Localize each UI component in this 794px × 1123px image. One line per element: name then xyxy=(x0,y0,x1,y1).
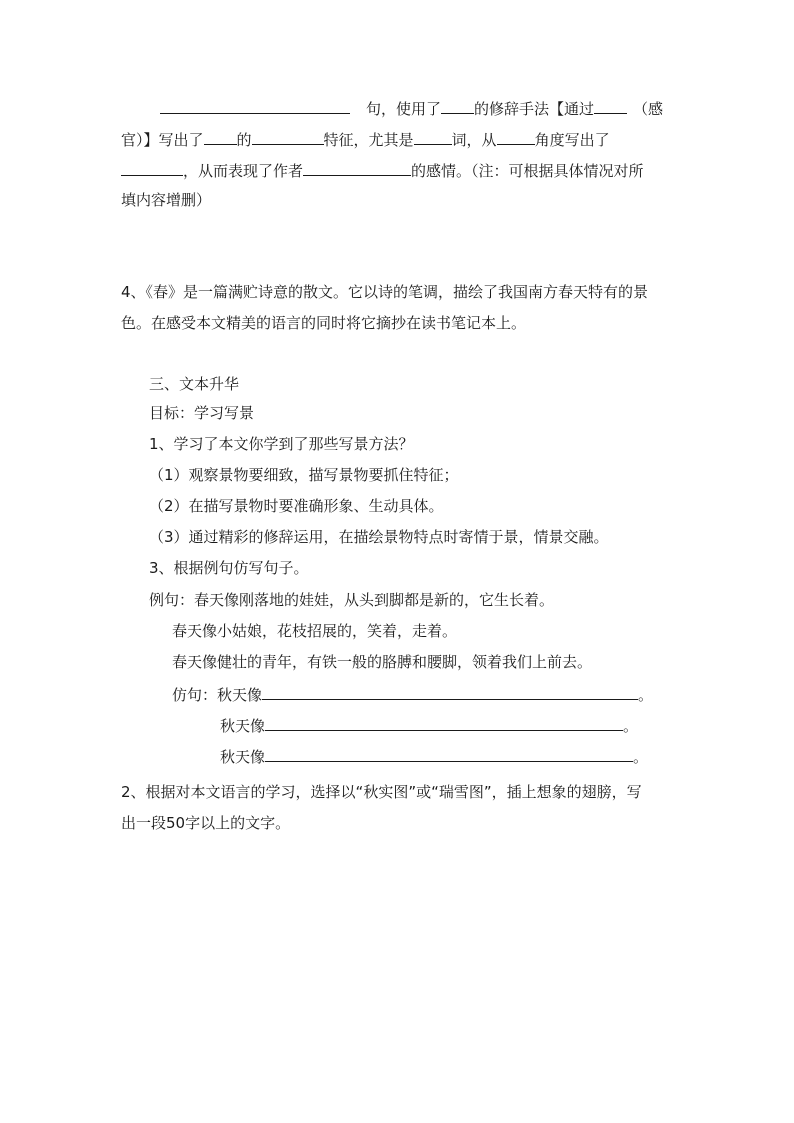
blank-sentence[interactable] xyxy=(160,97,350,114)
template-text: 官）】写出了 xyxy=(121,131,204,149)
example-sentence-1: 例句：春天像刚落地的娃娃，从头到脚都是新的，它生长着。 xyxy=(149,591,555,609)
blank-emotion[interactable] xyxy=(303,159,411,176)
imitation-blank-1[interactable] xyxy=(262,683,638,700)
question-2-line-1: 2、根据对本文语言的学习，选择以“秋实图”或“瑞雪图”，插上想象的翅膀，写 xyxy=(121,783,642,801)
blank-scene[interactable] xyxy=(121,159,183,176)
imitation-line-1 xyxy=(172,683,653,705)
blank-sense[interactable] xyxy=(594,97,627,114)
imitation-blank-3[interactable] xyxy=(265,745,633,762)
blank-rhetoric[interactable] xyxy=(441,97,474,114)
template-line-4: 填内容增删） xyxy=(121,191,212,209)
method-1: （1）观察景物要细致，描写景物要抓住特征； xyxy=(149,466,459,484)
blank-angle[interactable] xyxy=(497,128,535,145)
template-text: ，从而表现了作者 xyxy=(183,162,304,180)
imitation-prefix: 秋天像 xyxy=(220,717,266,735)
method-3: （3）通过精彩的修辞运用，在描绘景物特点时寄情于景，情景交融。 xyxy=(149,528,609,546)
template-text: 句，使用了 xyxy=(366,100,442,118)
template-line-3 xyxy=(121,159,644,181)
period: 。 xyxy=(623,717,639,735)
question-4-line-2: 色。在感受本文精美的语言的同时将它摘抄在读书笔记本上。 xyxy=(121,314,527,332)
template-text: 角度写出了 xyxy=(534,131,610,149)
example-sentence-3: 春天像健壮的青年，有铁一般的胳膊和腰脚，领着我们上前去。 xyxy=(172,653,593,671)
example-sentence-2: 春天像小姑娘，花枝招展的，笑着，走着。 xyxy=(172,622,458,640)
section-heading: 三、文本升华 xyxy=(149,375,240,393)
imitation-blank-2[interactable] xyxy=(265,714,623,731)
template-text: 的 xyxy=(236,131,252,149)
template-line-1 xyxy=(160,97,663,119)
template-text: 词，从 xyxy=(451,131,497,149)
imitation-line-3 xyxy=(220,745,648,767)
section-goal: 目标：学习写景 xyxy=(149,404,255,422)
period: 。 xyxy=(633,748,649,766)
method-2: （2）在描写景物时要准确形象、生动具体。 xyxy=(149,497,444,515)
template-text: 的感情。（注：可根据具体情况对所 xyxy=(411,162,644,180)
template-text: 的修辞手法【通过 xyxy=(474,100,595,118)
question-1: 1、学习了本文你学到了那些写景方法？ xyxy=(149,435,414,453)
period: 。 xyxy=(638,686,654,704)
question-4-line-1: 4、《春》是一篇满贮诗意的散文。它以诗的笔调，描绘了我国南方春天特有的景 xyxy=(121,283,649,301)
template-line-2 xyxy=(121,128,610,150)
blank-word[interactable] xyxy=(414,128,452,145)
blank-feature[interactable] xyxy=(252,128,324,145)
question-3: 3、根据例句仿写句子。 xyxy=(149,559,309,577)
question-2-line-2: 出一段50字以上的文字。 xyxy=(121,814,291,832)
template-text: （感 xyxy=(633,100,664,118)
blank-object[interactable] xyxy=(204,128,237,145)
imitation-label: 仿句： xyxy=(172,686,218,704)
template-text: 特征，尤其是 xyxy=(323,131,414,149)
imitation-prefix: 秋天像 xyxy=(217,686,263,704)
imitation-line-2 xyxy=(220,714,638,736)
imitation-prefix: 秋天像 xyxy=(220,748,266,766)
